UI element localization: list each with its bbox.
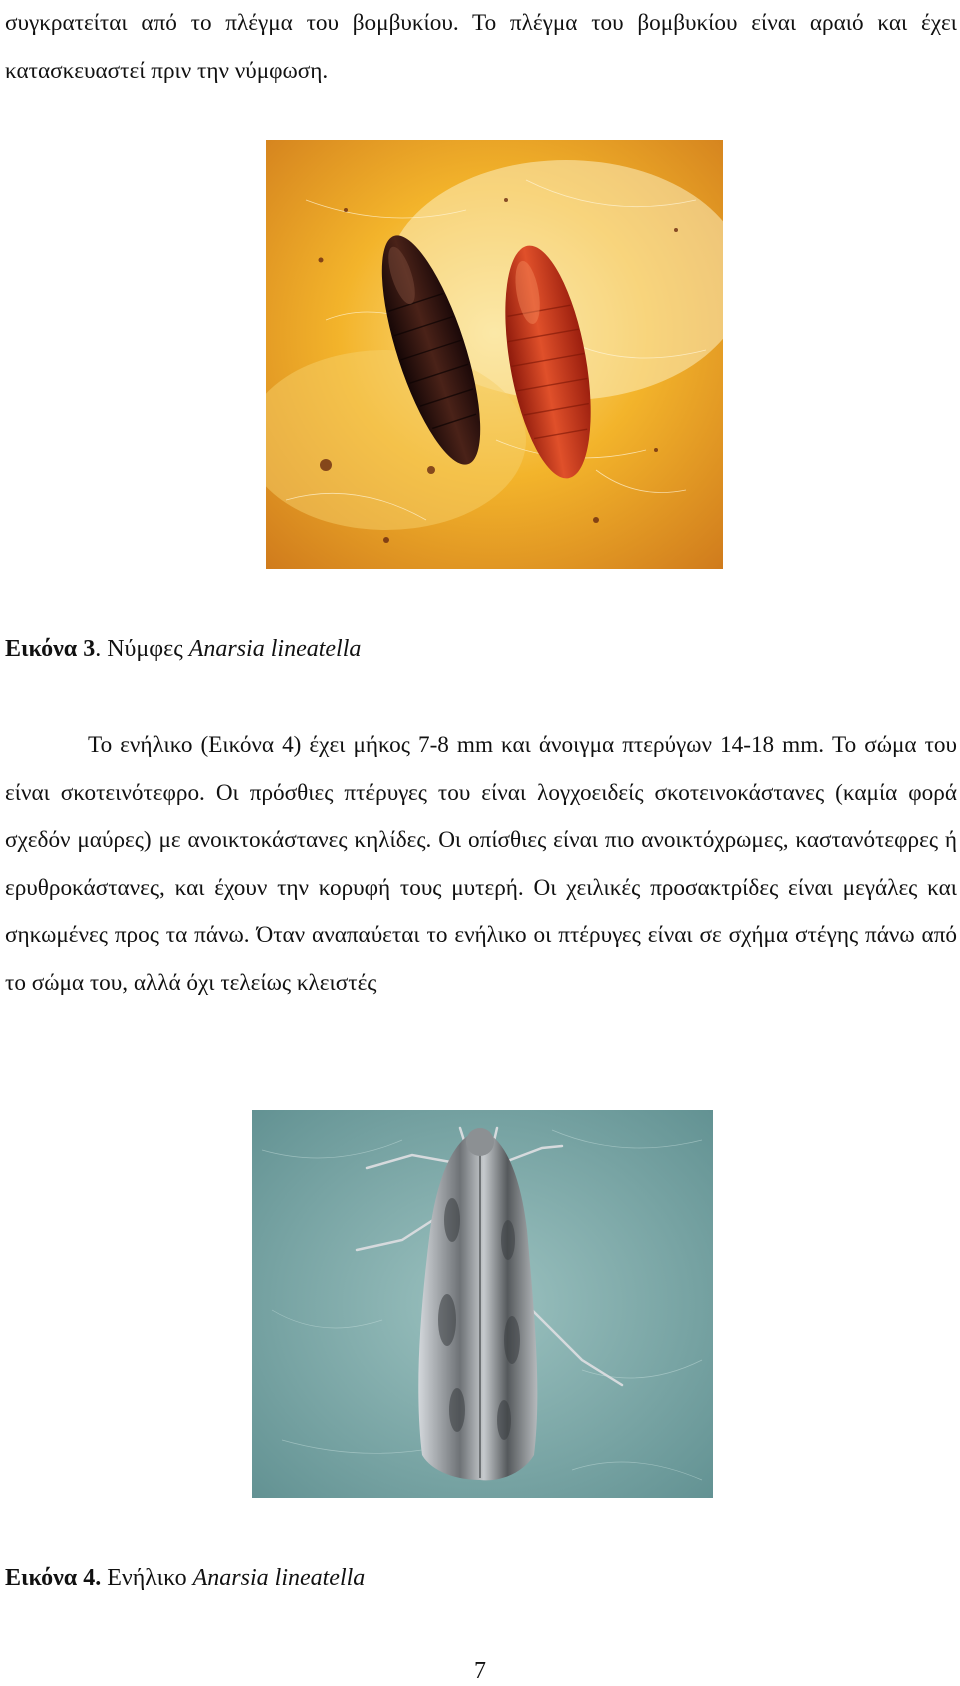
intro-paragraph: συγκρατείται από το πλέγμα του βομβυκίου. Το πλέγμα του βομβυκίου είναι αραιό και έχει κατασκευαστεί πριν την νύμφωση. xyxy=(5,10,957,84)
figure-3-label-punct: . xyxy=(95,636,108,662)
figure-4-text: Ενήλικο xyxy=(101,1565,193,1591)
figure-4-label: Εικόνα 4. xyxy=(5,1565,102,1591)
figure-4-species: Anarsia lineatella xyxy=(192,1565,366,1591)
pupae-illustration xyxy=(266,140,723,569)
adult-description-paragraph: Το ενήλικο (Εικόνα 4) έχει μήκος 7-8 mm και άνοιγμα πτερύγων 14-18 mm. Το σώμα του είναι σκοτεινότεφρο. Οι πρόσθιες πτέρυγες του είναι λογχοειδείς σκοτεινοκάστανες (καμία φορά σχεδόν μαύρες) με ανοικτοκάστανες κηλίδες. Οι οπίσθιες είναι πιο ανοικτόχρωμες, καστανότεφρες ή ερυθροκάστανες, και έχουν την κορυφή τους μυτερή. Οι χειλικές προσακτρίδες είναι μεγάλες και σηκωμένες προς τα πάνω. Όταν αναπαύεται το ενήλικο οι πτέρυγες είναι σε σχήμα στέγης πάνω από το σώμα του, αλλά όχι τελείως κλειστές xyxy=(5,732,957,996)
moth-illustration xyxy=(252,1110,713,1498)
page-number: 7 xyxy=(474,1658,486,1684)
pupae-photo xyxy=(266,140,723,569)
figure-3-caption xyxy=(5,634,361,664)
figure-3-species: Anarsia lineatella xyxy=(188,636,362,662)
adult-moth-photo xyxy=(252,1110,713,1498)
figure-4-caption xyxy=(5,1563,365,1593)
figure-3-label: Εικόνα 3 xyxy=(5,636,96,662)
figure-3-text: Νύμφες xyxy=(107,636,189,662)
